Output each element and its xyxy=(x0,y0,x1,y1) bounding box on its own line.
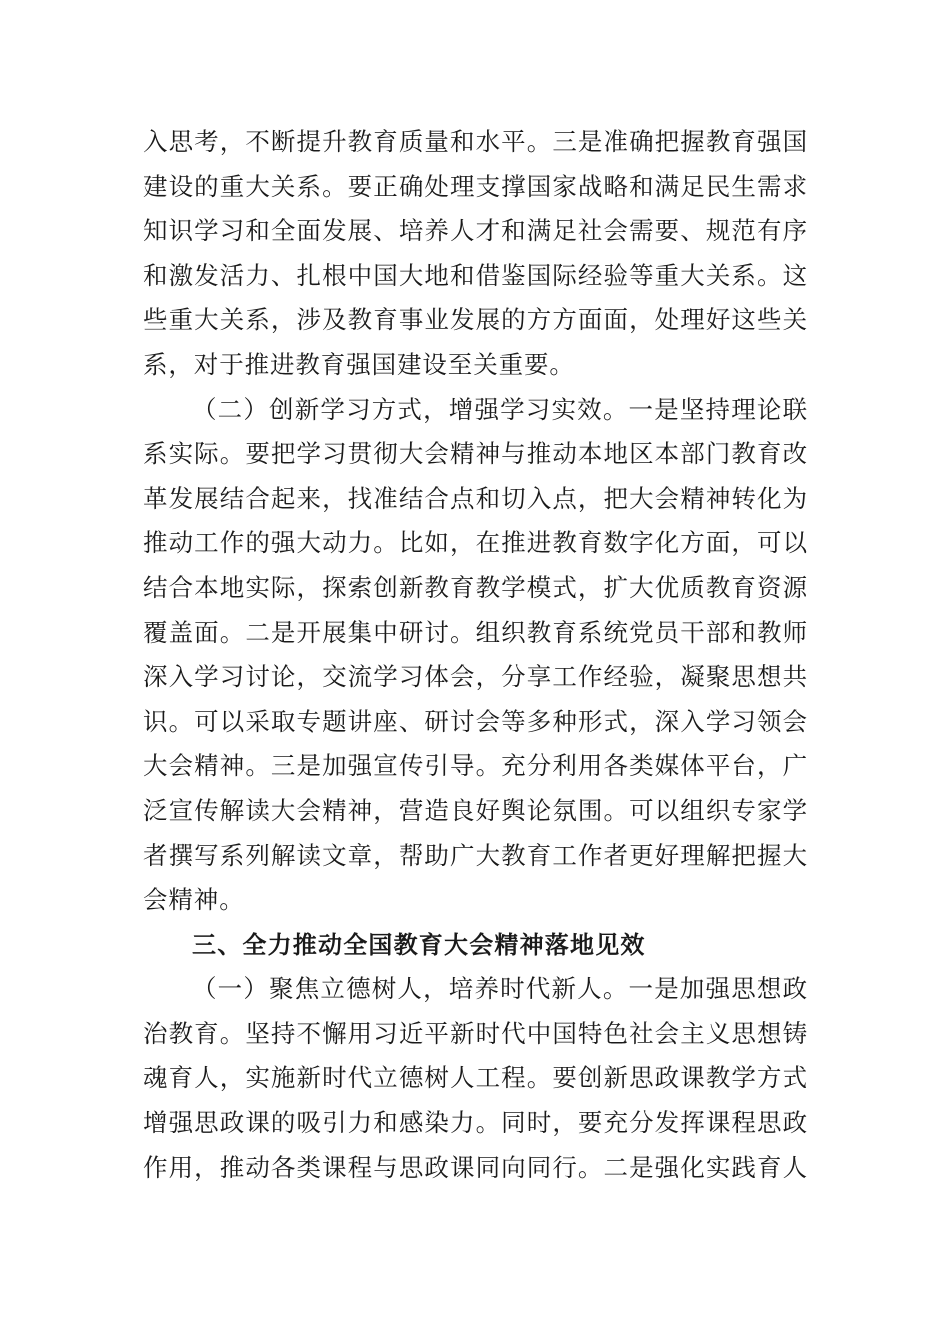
text-line: 和激发活力、扎根中国大地和借鉴国际经验等重大关系。这 xyxy=(143,260,808,290)
text-line: 推动工作的强大动力。比如，在推进教育数字化方面，可以 xyxy=(143,528,808,558)
text-line: 大会精神。三是加强宣传引导。充分利用各类媒体平台，广 xyxy=(143,751,808,781)
text-line: 者撰写系列解读文章，帮助广大教育工作者更好理解把握大 xyxy=(143,840,808,870)
text-line: 建设的重大关系。要正确处理支撑国家战略和满足民生需求 xyxy=(143,171,808,201)
document-body xyxy=(143,120,808,1190)
paragraph-start: （一）聚焦立德树人，培养时代新人。一是加强思想政 xyxy=(192,974,808,1004)
text-line: 魂育人，实施新时代立德树人工程。要创新思政课教学方式 xyxy=(143,1063,808,1093)
text-line: 深入学习讨论，交流学习体会，分享工作经验，凝聚思想共 xyxy=(143,662,808,692)
section-heading: 三、全力推动全国教育大会精神落地见效 xyxy=(192,930,646,959)
text-line: 系实际。要把学习贯彻大会精神与推动本地区本部门教育改 xyxy=(143,439,808,469)
text-line: 识。可以采取专题讲座、研讨会等多种形式，深入学习领会 xyxy=(143,706,808,736)
text-line: 系，对于推进教育强国建设至关重要。 xyxy=(143,349,575,379)
text-line: 治教育。坚持不懈用习近平新时代中国特色社会主义思想铸 xyxy=(143,1018,808,1048)
text-line: 增强思政课的吸引力和感染力。同时，要充分发挥课程思政 xyxy=(143,1108,808,1138)
text-line: 泛宣传解读大会精神，营造良好舆论氛围。可以组织专家学 xyxy=(143,795,808,825)
text-line: 覆盖面。二是开展集中研讨。组织教育系统党员干部和教师 xyxy=(143,617,808,647)
paragraph-start: （二）创新学习方式，增强学习实效。一是坚持理论联 xyxy=(192,394,808,424)
text-line: 会精神。 xyxy=(143,885,245,915)
text-line: 作用，推动各类课程与思政课同向同行。二是强化实践育人 xyxy=(143,1152,808,1182)
text-line: 知识学习和全面发展、培养人才和满足社会需要、规范有序 xyxy=(143,216,808,246)
text-line: 入思考，不断提升教育质量和水平。三是准确把握教育强国 xyxy=(143,127,808,156)
text-line: 革发展结合起来，找准结合点和切入点，把大会精神转化为 xyxy=(143,483,808,513)
text-line: 结合本地实际，探索创新教育教学模式，扩大优质教育资源 xyxy=(143,572,808,602)
text-line: 些重大关系，涉及教育事业发展的方方面面，处理好这些关 xyxy=(143,305,808,335)
